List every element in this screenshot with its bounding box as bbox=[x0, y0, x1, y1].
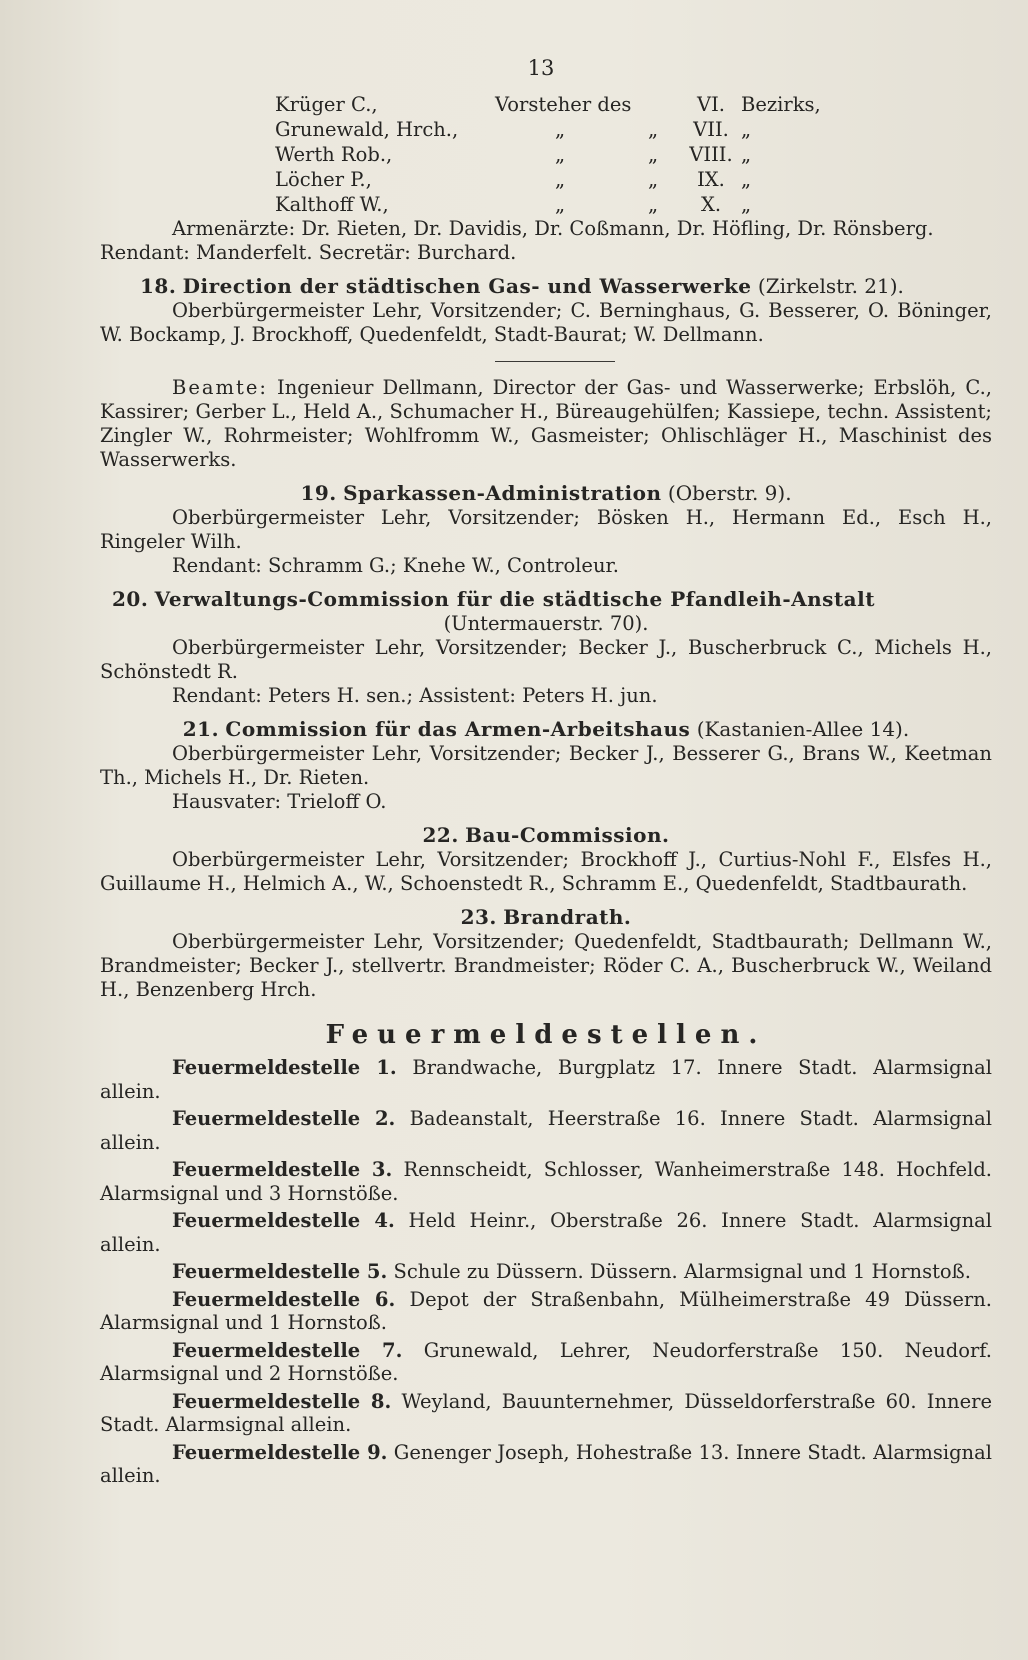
fire-station-text: Depot der Straßenbahn, Mülheimerstraße 49 Düssern. Alarmsignal und 1 Hornstoß. bbox=[100, 1287, 992, 1334]
section-address: (Kastanien-Allee 14). bbox=[696, 717, 910, 741]
vorsteher-row bbox=[100, 142, 992, 167]
district-suffix: „ bbox=[741, 143, 752, 166]
ditto-mark: „ bbox=[554, 193, 566, 216]
section-number: 18. bbox=[140, 274, 177, 298]
fire-station-text: Genenger Joseph, Hohestraße 13. Innere Stadt. Alarmsignal allein. bbox=[100, 1440, 992, 1487]
section-19-rendant: Rendant: Schramm G.; Knehe W., Controleur. bbox=[172, 554, 619, 577]
vorsteher-role: Vorsteher des bbox=[495, 93, 632, 116]
section-address: (Oberstr. 9). bbox=[667, 481, 792, 505]
fire-station-label: Feuermeldestelle 5. bbox=[172, 1260, 388, 1283]
section-number: 23. bbox=[460, 905, 497, 929]
district-suffix: „ bbox=[741, 193, 752, 216]
fire-station-entry bbox=[100, 1158, 992, 1205]
section-21-members: Oberbürgermeister Lehr, Vorsitzender; Becker J., Besserer G., Brans W., Keetman Th., Michels H., Dr. Rieten. bbox=[100, 742, 992, 789]
vorsteher-name: Kalthoff W., bbox=[275, 193, 389, 216]
fire-station-entry bbox=[100, 1107, 992, 1154]
fire-station-entry bbox=[100, 1260, 992, 1284]
fire-station-text: Held Heinr., Oberstraße 26. Innere Stadt. Alarmsignal allein. bbox=[100, 1209, 992, 1256]
vorsteher-name: Grunewald, Hrch., bbox=[275, 118, 459, 141]
district-number: IX. bbox=[697, 168, 725, 191]
district-suffix: „ bbox=[741, 118, 752, 141]
vorsteher-name: Werth Rob., bbox=[275, 143, 393, 166]
fire-station-label: Feuermeldestelle 1. bbox=[172, 1056, 397, 1079]
fire-station-label: Feuermeldestelle 4. bbox=[172, 1209, 395, 1232]
district-number: X. bbox=[700, 193, 722, 216]
armenaerzte-line: Armenärzte: Dr. Rieten, Dr. Davidis, Dr. Coßmann, Dr. Höfling, Dr. Rönsberg. bbox=[172, 217, 934, 240]
fire-station-entry bbox=[100, 1288, 992, 1335]
section-19-heading bbox=[100, 480, 992, 506]
fire-station-label: Feuermeldestelle 2. bbox=[172, 1107, 396, 1130]
fire-station-entry bbox=[100, 1390, 992, 1437]
section-18-heading bbox=[100, 273, 992, 299]
fire-station-entry bbox=[100, 1339, 992, 1386]
district-suffix: Bezirks, bbox=[741, 93, 821, 116]
section-20-address: (Untermauerstr. 70). bbox=[443, 612, 649, 635]
vorsteher-list bbox=[100, 92, 992, 217]
ditto-mark: „ bbox=[647, 168, 659, 191]
district-number: VIII. bbox=[689, 143, 733, 166]
district-suffix: „ bbox=[741, 168, 752, 191]
section-number: 22. bbox=[422, 823, 459, 847]
fire-station-text: Badeanstalt, Heerstraße 16. Innere Stadt. Alarmsignal allein. bbox=[100, 1107, 992, 1154]
fire-station-entry bbox=[100, 1056, 992, 1103]
fire-station-entry bbox=[100, 1441, 992, 1488]
section-23-heading bbox=[100, 904, 992, 930]
district-number: VI. bbox=[697, 93, 725, 116]
section-20-rendant: Rendant: Peters H. sen.; Assistent: Peters H. jun. bbox=[172, 684, 658, 707]
section-19-members: Oberbürgermeister Lehr, Vorsitzender; Bösken H., Hermann Ed., Esch H., Ringeler Wilh. bbox=[100, 506, 992, 553]
section-18-beamte bbox=[100, 376, 992, 472]
ditto-mark: „ bbox=[554, 143, 566, 166]
section-title: Bau-Commission. bbox=[465, 823, 670, 847]
vorsteher-row bbox=[100, 117, 992, 142]
section-divider bbox=[495, 361, 615, 362]
fire-station-text: Weyland, Bauunternehmer, Düsseldorferstraße 60. Innere Stadt. Alarmsignal allein. bbox=[100, 1389, 992, 1436]
fire-station-text: Rennscheidt, Schlosser, Wanheimerstraße 148. Hochfeld. Alarmsignal und 3 Hornstöße. bbox=[100, 1158, 992, 1205]
section-number: 20. bbox=[112, 587, 149, 611]
vorsteher-row bbox=[100, 192, 992, 217]
section-23-members: Oberbürgermeister Lehr, Vorsitzender; Quedenfeldt, Stadtbaurath; Dellmann W., Brandmeister; Becker J., stellvertr. Brandmeister; Röder C. A., Buscherbruck W., Weiland H., Benzenberg Hrch. bbox=[100, 930, 992, 1001]
ditto-mark: „ bbox=[554, 118, 566, 141]
page-number: 13 bbox=[527, 56, 555, 80]
feuermeldestellen-title: Feuermeldestellen. bbox=[325, 1020, 767, 1050]
fire-station-entry bbox=[100, 1209, 992, 1256]
fire-station-label: Feuermeldestelle 8. bbox=[172, 1389, 392, 1413]
fire-station-label: Feuermeldestelle 3. bbox=[172, 1158, 393, 1181]
ditto-mark: „ bbox=[647, 193, 659, 216]
section-number: 19. bbox=[300, 481, 337, 505]
fire-station-label: Feuermeldestelle 9. bbox=[172, 1440, 388, 1464]
section-18-members: Oberbürgermeister Lehr, Vorsitzender; C. Berninghaus, G. Besserer, O. Böninger, W. Bockamp, J. Brockhoff, Quedenfeldt, Stadt-Baurat; W. Dellmann. bbox=[100, 299, 992, 346]
section-21-hausvater: Hausvater: Trieloff O. bbox=[172, 790, 387, 813]
fire-station-label: Feuermeldestelle 7. bbox=[172, 1338, 403, 1362]
section-21-heading bbox=[100, 716, 992, 742]
section-title: Brandrath. bbox=[503, 905, 632, 929]
section-title: Sparkassen-Administration bbox=[343, 481, 662, 505]
ditto-mark bbox=[625, 92, 681, 117]
ditto-mark: „ bbox=[647, 143, 659, 166]
section-22-members: Oberbürgermeister Lehr, Vorsitzender; Brockhoff J., Curtius-Nohl F., Elsfes H., Guillaume H., Helmich A., W., Schoenstedt R., Schramm E., Quedenfeldt, Stadtbaurath. bbox=[100, 848, 992, 895]
ditto-mark: „ bbox=[554, 168, 566, 191]
ditto-mark: „ bbox=[647, 118, 659, 141]
rendant-armen-line: Rendant: Manderfelt. Secretär: Burchard. bbox=[100, 241, 517, 264]
vorsteher-name: Krüger C., bbox=[275, 93, 378, 116]
fire-station-text: Brandwache, Burgplatz 17. Innere Stadt. Alarmsignal allein. bbox=[100, 1056, 992, 1103]
beamte-text: Ingenieur Dellmann, Director der Gas- und Wasserwerke; Erbslöh, C., Kassirer; Gerber L., Held A., Schumacher H., Büreaugehülfen; Kassiepe, techn. Assistent; Zingler W., Rohrmeister; Wohlfromm W., Gasmeister; Ohlischläger H., Maschinist des Wasserwerks. bbox=[100, 376, 992, 471]
fire-station-text: Grunewald, Lehrer, Neudorferstraße 150. Neudorf. Alarmsignal und 2 Hornstöße. bbox=[100, 1338, 993, 1385]
vorsteher-name: Löcher P., bbox=[275, 168, 372, 191]
section-number: 21. bbox=[182, 717, 220, 741]
beamte-label: Beamte: bbox=[172, 376, 268, 399]
vorsteher-row bbox=[100, 92, 992, 117]
section-title: Commission für das Armen-Arbeitshaus bbox=[225, 717, 691, 741]
fire-station-label: Feuermeldestelle 6. bbox=[172, 1287, 396, 1311]
section-20-heading bbox=[100, 586, 992, 612]
section-title: Direction der städtischen Gas- und Wasserwerke bbox=[182, 274, 752, 298]
section-title: Verwaltungs-Commission für die städtische Pfandleih-Anstalt bbox=[154, 587, 875, 611]
vorsteher-row bbox=[100, 167, 992, 192]
section-20-members: Oberbürgermeister Lehr, Vorsitzender; Becker J., Buscherbruck C., Michels H., Schönstedt R. bbox=[100, 636, 992, 683]
district-number: VII. bbox=[693, 118, 729, 141]
fire-station-text: Schule zu Düssern. Düssern. Alarmsignal und 1 Hornstoß. bbox=[393, 1260, 971, 1283]
section-22-heading bbox=[100, 822, 992, 848]
section-address: (Zirkelstr. 21). bbox=[757, 274, 904, 298]
